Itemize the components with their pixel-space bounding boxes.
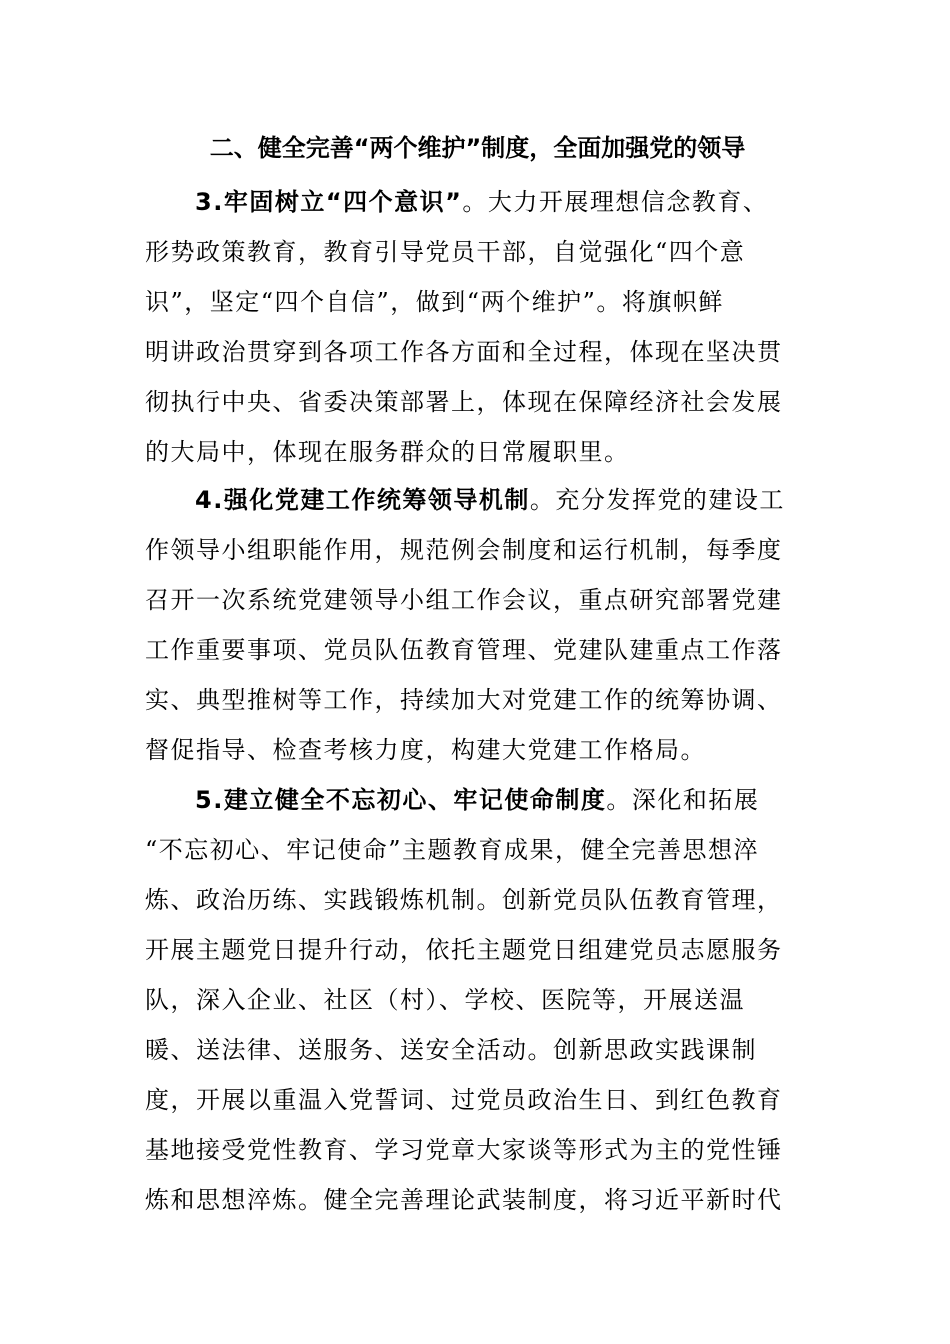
paragraph-line: 形势政策教育，教育引导党员干部，自觉强化“四个意 xyxy=(145,238,746,266)
paragraph-line: 队，深入企业、社区（村）、学校、医院等，开展送温 xyxy=(145,986,745,1014)
paragraph-line: 召开一次系统党建领导小组工作会议，重点研究部署党建 xyxy=(145,586,783,614)
paragraph-line xyxy=(195,782,810,818)
paragraph-line: 的大局中，体现在服务群众的日常履职里。 xyxy=(145,438,630,466)
line-text: 。深化和拓展 xyxy=(606,786,760,814)
paragraph-line: 明讲政治贯穿到各项工作各方面和全过程，体现在坚决贯 xyxy=(145,338,783,366)
section-heading: 二、健全完善“两个维护”制度，全面加强党的领导 xyxy=(209,134,746,162)
paragraph-line: 实、典型推树等工作，持续加大对党建工作的统筹协调、 xyxy=(145,686,783,714)
item-title: 4.强化党建工作统筹领导机制 xyxy=(195,486,530,514)
line-text: 。充分发挥党的建设工 xyxy=(529,486,785,514)
paragraph-line: 暖、送法律、送服务、送安全活动。创新思政实践课制 xyxy=(145,1036,757,1064)
paragraph-line: “不忘初心、牢记使命”主题教育成果，健全完善思想淬 xyxy=(145,836,760,864)
paragraph-line: 识”，坚定“四个自信”，做到“两个维护”。将旗帜鲜 xyxy=(145,288,724,316)
paragraph-line xyxy=(195,184,810,220)
paragraph-line: 彻执行中央、省委决策部署上，体现在保障经济社会发展 xyxy=(145,388,783,416)
line-text: 。大力开展理想信念教育、 xyxy=(462,188,769,216)
paragraph-line xyxy=(195,482,810,518)
paragraph-line: 炼和思想淬炼。健全完善理论武装制度，将习近平新时代 xyxy=(145,1186,783,1214)
paragraph-line: 炼、政治历练、实践锻炼机制。创新党员队伍教育管理， xyxy=(145,886,783,914)
paragraph-line: 督促指导、检查考核力度，构建大党建工作格局。 xyxy=(145,736,706,764)
paragraph-line: 度，开展以重温入党誓词、过党员政治生日、到红色教育 xyxy=(145,1086,783,1114)
paragraph-line: 工作重要事项、党员队伍教育管理、党建队建重点工作落 xyxy=(145,636,783,664)
paragraph-line: 作领导小组职能作用，规范例会制度和运行机制，每季度 xyxy=(145,536,783,564)
item-title: 3.牢固树立“四个意识” xyxy=(195,188,463,216)
item-title: 5.建立健全不忘初心、牢记使命制度 xyxy=(195,786,607,814)
paragraph-line: 开展主题党日提升行动，依托主题党日组建党员志愿服务 xyxy=(145,936,783,964)
paragraph-line: 基地接受党性教育、学习党章大家谈等形式为主的党性锤 xyxy=(145,1136,783,1164)
